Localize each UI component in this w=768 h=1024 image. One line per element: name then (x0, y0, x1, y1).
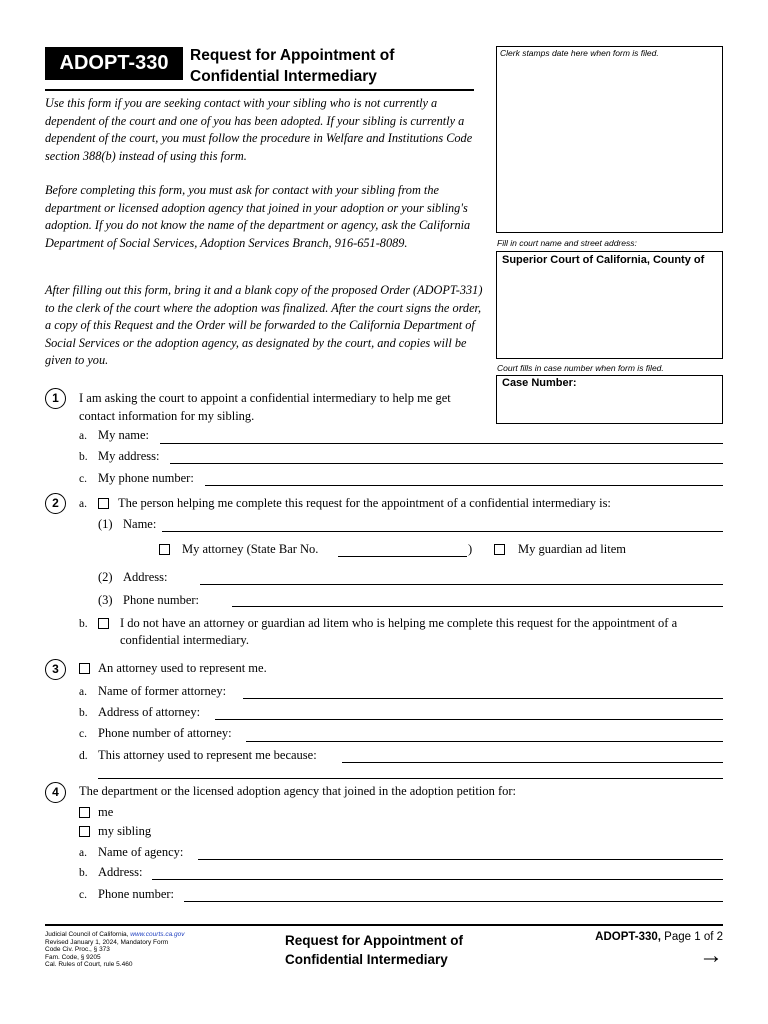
item-3b-letter: b. (79, 707, 88, 719)
state-bar-close-paren: ) (468, 542, 473, 556)
item-2a3-number: (3) (98, 593, 113, 607)
item-3-text: An attorney used to represent me. (98, 661, 267, 675)
form-id-badge: ADOPT-330 (45, 47, 183, 80)
court-name-caption: Fill in court name and street address: (497, 238, 637, 248)
petition-for-sibling-checkbox[interactable] (79, 826, 90, 837)
footer-title (285, 931, 463, 969)
item-2b-letter: b. (79, 618, 88, 630)
form-title-line1: Request for Appointment of (190, 47, 395, 64)
item-1a-label: My name: (98, 428, 150, 442)
petition-for-me-checkbox[interactable] (79, 807, 90, 818)
footer-title-line2: Confidential Intermediary (285, 952, 448, 967)
footer-citations (45, 931, 184, 969)
item-2a2-number: (2) (98, 570, 113, 584)
form-title-line2: Confidential Intermediary (190, 68, 377, 85)
my-name-field[interactable] (160, 443, 723, 444)
item-2a3-label: Phone number: (123, 593, 200, 607)
item-3d-letter: d. (79, 750, 88, 762)
helper-phone-field[interactable] (232, 606, 723, 607)
no-helper-checkbox[interactable] (98, 618, 109, 629)
footer-rule (45, 924, 723, 926)
guardian-ad-litem-checkbox[interactable] (494, 544, 505, 555)
footer-title-line1: Request for Appointment of (285, 933, 463, 948)
petition-for-me-label: me (98, 805, 114, 819)
item-4a-letter: a. (79, 847, 87, 859)
footer-code3: Cal. Rules of Court, rule 5.460 (45, 961, 133, 969)
footer-page-number (595, 931, 723, 943)
former-attorney-checkbox[interactable] (79, 663, 90, 674)
footer-website-link[interactable]: www.courts.ca.gov (130, 931, 185, 938)
item-1-text-line2: contact information for my sibling. (79, 409, 255, 423)
my-attorney-label: My attorney (State Bar No. (182, 542, 319, 556)
representation-reason-field-line2[interactable] (98, 778, 723, 779)
item-1c-letter: c. (79, 473, 87, 485)
item-3c-label: Phone number of attorney: (98, 726, 232, 740)
former-attorney-address-field[interactable] (215, 719, 723, 720)
item-1-text-line1: I am asking the court to appoint a confidential intermediary to help me get (79, 391, 451, 405)
item-2a-letter: a. (79, 498, 87, 510)
item-4-text: The department or the licensed adoption agency that joined in the adoption petition for: (79, 784, 517, 798)
item-4-number: 4 (45, 782, 66, 803)
footer-council: Judicial Council of California, (45, 931, 129, 938)
item-3b-label: Address of attorney: (98, 705, 201, 719)
case-number-caption: Court fills in case number when form is filed. (497, 363, 664, 373)
item-1b-label: My address: (98, 449, 160, 463)
footer-code2: Fam. Code, § 9205 (45, 953, 101, 961)
my-attorney-checkbox[interactable] (159, 544, 170, 555)
representation-reason-field[interactable] (342, 762, 723, 763)
item-3c-letter: c. (79, 728, 87, 740)
agency-name-field[interactable] (198, 859, 723, 860)
clerk-stamp-caption: Clerk stamps date here when form is filed. (500, 48, 659, 58)
item-2a2-label: Address: (123, 570, 168, 584)
case-number-box[interactable] (496, 375, 723, 424)
footer-code1: Code Civ. Proc., § 373 (45, 946, 110, 954)
footer-page-text: Page 1 of 2 (664, 931, 723, 943)
item-4c-letter: c. (79, 889, 87, 901)
item-1c-label: My phone number: (98, 471, 194, 485)
item-4a-label: Name of agency: (98, 845, 184, 859)
agency-phone-field[interactable] (184, 901, 723, 902)
my-phone-field[interactable] (205, 485, 723, 486)
item-3d-label: This attorney used to represent me because: (98, 748, 317, 762)
court-name-heading: Superior Court of California, County of (502, 254, 705, 266)
helper-address-field[interactable] (200, 584, 723, 585)
former-attorney-name-field[interactable] (243, 698, 723, 699)
item-1a-letter: a. (79, 430, 87, 442)
item-3-number: 3 (45, 659, 66, 680)
intro-paragraph-1: Use this form if you are seeking contact with your sibling who is not currently a dependent of the court and one of you has been adopted. If your sibling is currently a dependent of the court, you must follow the procedure in Welfare and Institutions Code section 388(b) instead of using this form. (45, 96, 473, 163)
petition-for-sibling-label: my sibling (98, 824, 152, 838)
my-address-field[interactable] (170, 463, 723, 464)
footer-page-form: ADOPT-330, (595, 931, 661, 943)
intro-paragraph-2: Before completing this form, you must ask for contact with your sibling from the department or licensed adoption agency that joined in your adoption or your sibling's adoption. If you do not know the name of the department or agency, ask the California Department of Social Services, Adoption Services Branch, 916-651-8089. (45, 183, 471, 250)
item-2a-text: The person helping me complete this request for the appointment of a confidential intermediary is: (118, 496, 611, 510)
item-3a-letter: a. (79, 686, 87, 698)
item-4c-label: Phone number: (98, 887, 175, 901)
intro-paragraph-3: After filling out this form, bring it and a blank copy of the proposed Order (ADOPT-331) to the clerk of the court where the adoption was finalized. After the court signs the order, a copy of this Request and the Order will be forwarded to the California Department of Social Services or the adoption agency, as designated by the court, and copies will be given to you. (45, 283, 483, 367)
item-1-number: 1 (45, 388, 66, 409)
item-2a1-number: (1) (98, 517, 113, 531)
item-2a1-label: Name: (123, 517, 157, 531)
former-attorney-phone-field[interactable] (246, 741, 723, 742)
next-page-arrow-icon[interactable]: → (699, 943, 723, 969)
case-number-heading: Case Number: (502, 377, 577, 389)
agency-address-field[interactable] (152, 879, 723, 880)
clerk-stamp-box[interactable] (496, 46, 723, 233)
item-1b-letter: b. (79, 451, 88, 463)
footer-revised: Revised January 1, 2024, Mandatory Form (45, 938, 169, 946)
item-2-number: 2 (45, 493, 66, 514)
helper-name-field[interactable] (162, 531, 723, 532)
item-4b-letter: b. (79, 867, 88, 879)
item-2b-text-line1: I do not have an attorney or guardian ad litem who is helping me complete this request for the appointment of a (120, 616, 678, 630)
guardian-ad-litem-label: My guardian ad litem (518, 542, 626, 556)
title-rule (45, 89, 474, 91)
state-bar-number-field[interactable] (338, 556, 467, 557)
item-3a-label: Name of former attorney: (98, 684, 227, 698)
court-name-box[interactable] (496, 251, 723, 359)
item-2b-text-line2: confidential intermediary. (120, 633, 249, 647)
form-title (190, 45, 394, 87)
item-2a-checkbox[interactable] (98, 498, 109, 509)
item-4b-label: Address: (98, 865, 143, 879)
